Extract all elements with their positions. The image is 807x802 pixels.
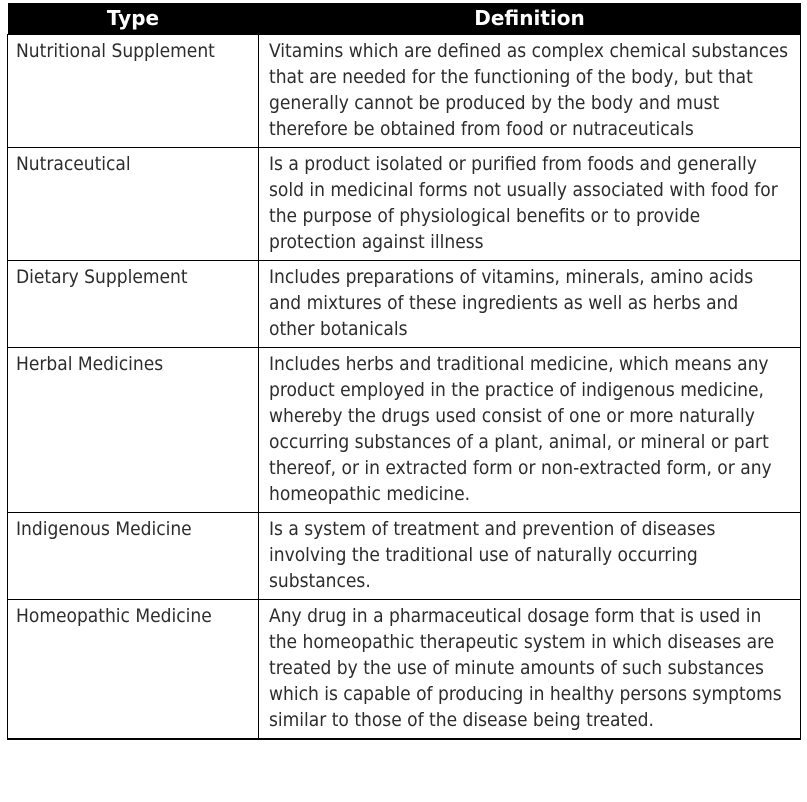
cell-type: Nutraceutical (8, 148, 259, 261)
table-row (8, 35, 801, 148)
cell-definition: Includes preparations of vitamins, minerals, amino acids and mixtures of these ingredients as well as herbs and other botanicals (259, 261, 801, 348)
cell-type: Dietary Supplement (8, 261, 259, 348)
column-header-type: Type (8, 3, 259, 35)
cell-type: Nutritional Supplement (8, 35, 259, 148)
table-row (8, 348, 801, 513)
cell-definition: Is a product isolated or purified from foods and generally sold in medicinal forms not usually associated with food for the purpose of physiological benefits or to provide protection against illness (259, 148, 801, 261)
cell-definition: Vitamins which are defined as complex chemical substances that are needed for the functioning of the body, but that generally cannot be produced by the body and must therefore be obtained from food or nutraceuticals (259, 35, 801, 148)
cell-type: Herbal Medicines (8, 348, 259, 513)
table-row (8, 261, 801, 348)
header-row (8, 3, 801, 35)
cell-type: Indigenous Medicine (8, 513, 259, 600)
cell-type: Homeopathic Medicine (8, 600, 259, 740)
table-body (8, 35, 801, 740)
table-row (8, 600, 801, 740)
definitions-table (7, 3, 801, 740)
table-row (8, 148, 801, 261)
cell-definition: Is a system of treatment and prevention of diseases involving the traditional use of naturally occurring substances. (259, 513, 801, 600)
cell-definition: Any drug in a pharmaceutical dosage form that is used in the homeopathic therapeutic system in which diseases are treated by the use of minute amounts of such substances which is capable of producing in healthy persons symptoms similar to those of the disease being treated. (259, 600, 801, 740)
cell-definition: Includes herbs and traditional medicine, which means any product employed in the practice of indigenous medicine, whereby the drugs used consist of one or more naturally occurring substances of a plant, animal, or mineral or part thereof, or in extracted form or non-extracted form, or any homeopathic medicine. (259, 348, 801, 513)
table-header (8, 3, 801, 35)
table-row (8, 513, 801, 600)
column-header-definition: Definition (259, 3, 801, 35)
